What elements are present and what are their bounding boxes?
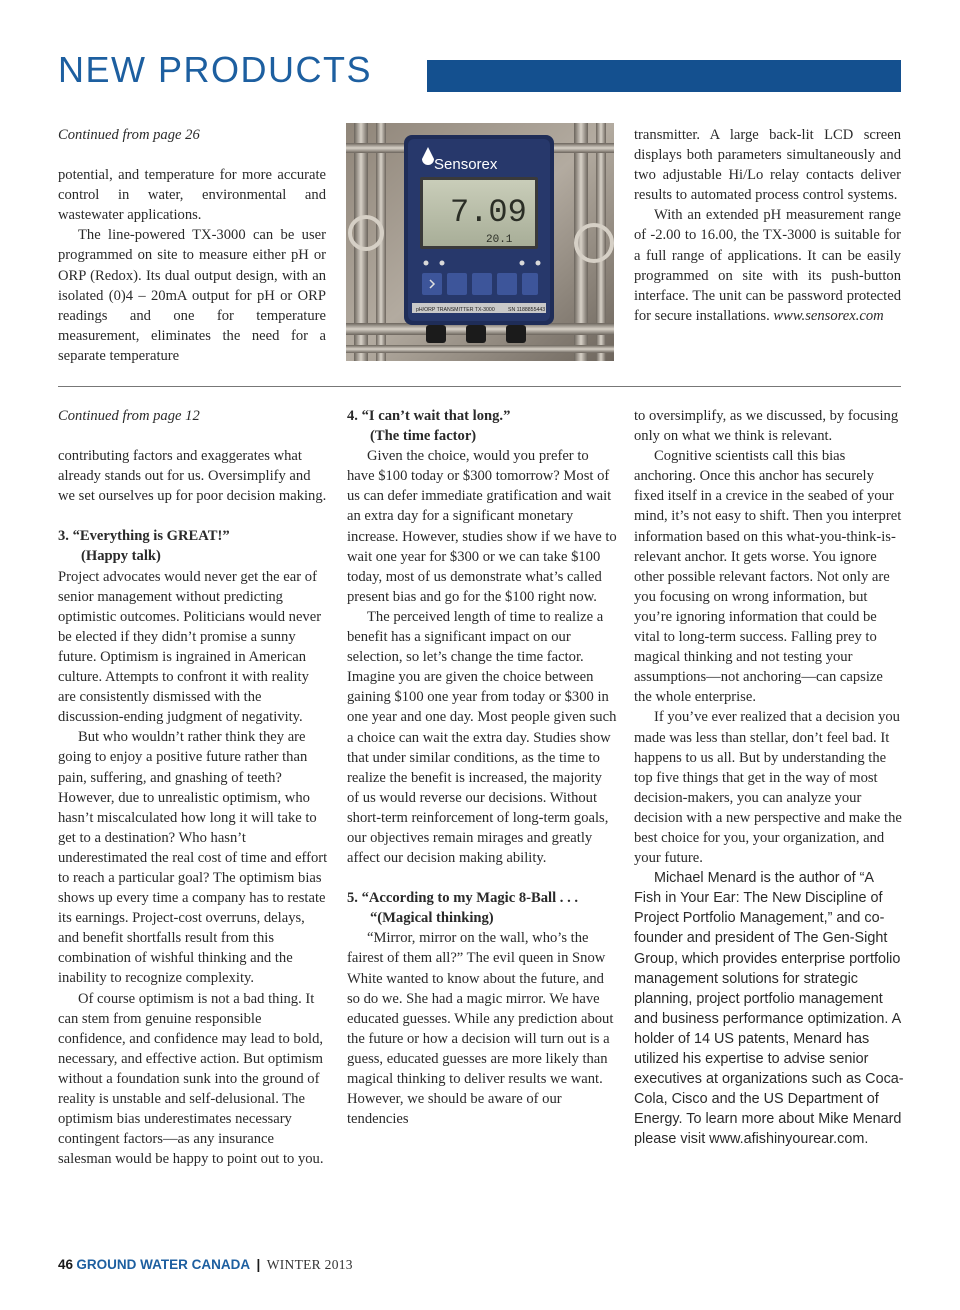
device-temp-reading: 20.1: [486, 234, 513, 246]
section-heading-subtitle: “(Magical thinking): [370, 910, 494, 927]
continued-note: Continued from page 12: [58, 408, 200, 424]
paragraph: But who wouldn’t rather think they are going to enjoy a positive future rather than pain, suffering, and gnashing of teeth? However, due to unrealistic optimism, who hasn’t miscalculated how long it will take to get to a destination? Who hasn’t underestimated the real cost of time and effort to reach a particular goal? The optimism bias shows up every time a company has to restate its earnings. Project-cost overruns, delays, and benefit shortfalls result from this combination of wishful thinking and the inability to recognize complexity.: [58, 729, 328, 987]
paragraph: Given the choice, would you prefer to have $100 today or $300 tomorrow? Most of us can defer immediate gratification and wait an extra day for a significant monetary increase. However, studies show if we have to wait one year for $300 or we can take $100 today, most of us demonstrate what’s called present bias and go for the $100 right now.: [347, 448, 617, 605]
page-title: NEW PRODUCTS: [58, 49, 372, 90]
footer-separator: |: [256, 1257, 261, 1272]
device-model-label: pH/ORP TRANSMITTER TX-3000: [416, 307, 495, 313]
section-heading-title: 4. “I can’t wait that long.”: [347, 408, 511, 424]
paragraph: The line-powered TX-3000 can be user programmed on site to measure either pH or ORP (Redox). Its dual output design, with an isolated (0)4 – 20mA output for pH or ORP readings and one for temperature measurement, eliminates the need for a separate temperature: [58, 227, 326, 364]
author-bio: Michael Menard is the author of “A Fish in Your Ear: The New Discipline of Project Portfolio Management,” and co-founder and president of The Gen-Sight Group, which provides enterprise portfolio management solutions for strategic planning, project portfolio management and business performance optimization. A holder of 14 US patents, Menard has utilized his expertise to advise senior executives at organizations such as Coca-Cola, Cisco and the US Department of Energy. To learn more about Mike Menard please visit www.afishinyourear.com.: [634, 870, 904, 1148]
device-serial-label: SN 1188855443: [508, 307, 546, 313]
article-column-1: [58, 406, 328, 1169]
paragraph-text: With an extended pH measurement range of -2.00 to 16.00, the TX-3000 is suitable for a full range of applications. It can be easily programmed on site with its push-button interface. The unit can be password protected for secure installations.: [634, 207, 901, 324]
section-heading-4: [347, 406, 617, 446]
top-left-column: [58, 125, 326, 366]
paragraph: potential, and temperature for more accurate control in water, environmental and wastewater applications.: [58, 167, 326, 224]
section-heading-title: 3. “Everything is GREAT!”: [58, 528, 230, 545]
paragraph: to oversimplify, as we discussed, by focusing only on what we think is relevant.: [634, 408, 899, 445]
header-bar: [427, 60, 901, 92]
section-heading-subtitle: (The time factor): [370, 428, 477, 445]
section-heading-subtitle: (Happy talk): [81, 548, 161, 565]
section-divider: [58, 386, 901, 387]
product-photo: [346, 123, 614, 361]
paragraph: [634, 205, 901, 326]
section-heading-3: [58, 526, 328, 566]
article-column-3: [634, 406, 904, 1149]
website-link[interactable]: www.sensorex.com: [773, 307, 884, 324]
device-brand: Sensorex: [434, 156, 498, 173]
top-right-column: [634, 125, 901, 326]
paragraph: If you’ve ever realized that a decision you made was less than stellar, don’t feel bad. It happens to us all. But by understanding the top five things that get in the way of most decision-makers, you can analyze your decision with a new perspective and make the best choice for you, your organization, and your future.: [634, 709, 902, 867]
page-footer: [58, 1257, 353, 1273]
paragraph: The perceived length of time to realize a benefit has a significant impact on our selection, so let’s change the time factor. Imagine you are given the choice between gaining $100 one year from today or $300 in one year and one day. Most people given such a choice can wait the extra day. Studies show that under similar conditions, as the time to realize the benefit is increased, the majority of us would reverse our decisions. Without short-term reinforcement of long-term goals, our objectives remain mirages and greatly affect our decision making ability.: [347, 608, 617, 867]
section-heading-5: [347, 888, 617, 928]
paragraph: Project advocates would never get the ear of senior management without predicting optimistic outcomes. Politicians would never be elected if they didn’t promise a sunny future. Optimism is ingrained in American culture. Attempts to confront it with reality are consistently dismissed with the discussion-ending judgment of negativity.: [58, 568, 322, 726]
continued-note: Continued from page 26: [58, 127, 200, 143]
paragraph: Of course optimism is not a bad thing. It can stem from genuine responsible confidence, and confidence may lead to bold, necessary, and effective action. But optimism without a foundation sunk into the ground of reality is unstable and self-delusional. The optimism bias underestimates necessary contingent factors—as any insurance salesman would be happy to point out to you.: [58, 990, 324, 1168]
paragraph: transmitter. A large back-lit LCD screen displays both parameters simultaneously and two adjustable Hi/Lo relay contacts deliver results to automated process control systems.: [634, 127, 901, 204]
device-reading: 7.09: [450, 194, 527, 231]
page-number: 46: [58, 1257, 74, 1272]
issue-date: WINTER 2013: [266, 1257, 353, 1272]
paragraph: contributing factors and exaggerates what already stands out for us. Oversimplify and we set ourselves up for poor decision making.: [58, 448, 327, 505]
article-column-2: [347, 406, 617, 1129]
publication-name: GROUND WATER CANADA: [76, 1257, 251, 1272]
section-heading-title: 5. “According to my Magic 8-Ball . . .: [347, 890, 579, 907]
paragraph: “Mirror, mirror on the wall, who’s the fairest of them all?” The evil queen in Snow White wanted to know about the future, and so do we. She had a magic mirror. We have educated guesses. While any prediction about the future or how a decision will turn out is a guess, educated guesses are more likely than magical thinking to deliver results we want. However, we should be aware of our tendencies: [347, 930, 614, 1128]
paragraph: Cognitive scientists call this bias anchoring. Once this anchor has securely fixed itself in a crevice in the seabed of your mind, it’s not easy to shift. Then you interpret information based on this what-you-think-is-relevant anchor. It gets worse. You ignore other possible relevant factors. Not only are you focusing on wrong information, but you’re ignoring information that could be vital to long-term success. Falling prey to magical thinking and not testing your assumptions—not anchoring—can capsize the whole enterprise.: [634, 448, 902, 706]
